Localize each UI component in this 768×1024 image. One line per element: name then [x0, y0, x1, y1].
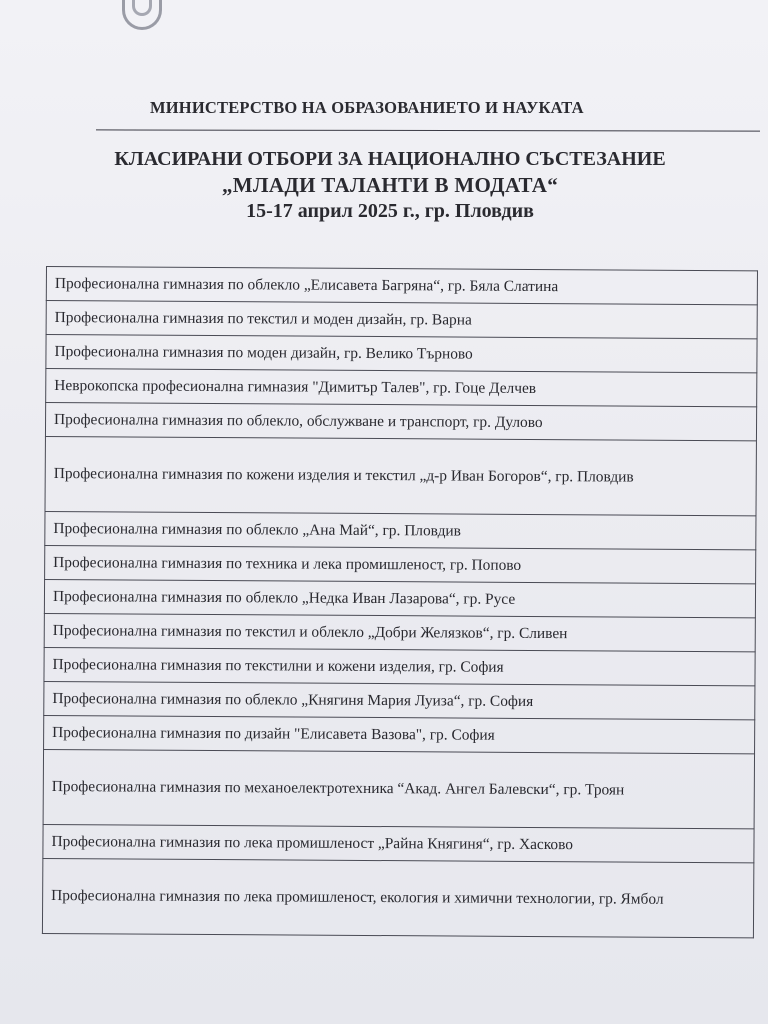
team-cell: Професионална гимназия по облекло, обслужване и транспорт, гр. Дулово	[45, 403, 756, 441]
table-row	[44, 579, 755, 617]
team-cell: Професионална гимназия по облекло „Ана Май“, гр. Пловдив	[45, 511, 756, 549]
team-cell: Професионална гимназия по текстил и облекло „Добри Желязков“, гр. Сливен	[44, 613, 755, 651]
table-row	[44, 715, 755, 753]
table-row	[45, 511, 756, 549]
table-row	[44, 647, 755, 685]
teams-table	[42, 266, 758, 938]
team-cell: Професионална гимназия по лека промишленост, екология и химични технологии, гр. Ямбол	[42, 858, 753, 937]
team-cell: Неврокопска професионална гимназия "Димитър Талев", гр. Гоце Делчев	[46, 369, 757, 407]
ministry-header: МИНИСТЕРСТВО НА ОБРАЗОВАНИЕТО И НАУКАТА	[150, 98, 584, 117]
table-row	[43, 824, 754, 862]
team-cell: Професионална гимназия по лека промишленост „Райна Княгиня“, гр. Хасково	[43, 824, 754, 862]
header-divider	[96, 129, 760, 131]
team-cell: Професионална гимназия по облекло „Недка Иван Лазарова“, гр. Русе	[44, 579, 755, 617]
table-row	[44, 613, 755, 651]
table-row	[45, 436, 756, 515]
title-date-line: 15-17 април 2025 г., гр. Пловдив	[246, 200, 534, 222]
document-title	[60, 146, 720, 224]
table-row	[45, 403, 756, 441]
table-row	[46, 369, 757, 407]
team-cell: Професионална гимназия по текстил и моден дизайн, гр. Варна	[46, 301, 757, 339]
table-row	[45, 545, 756, 583]
table-row	[44, 681, 755, 719]
team-cell: Професионална гимназия по облекло „Княгиня Мария Луиза“, гр. София	[44, 681, 755, 719]
team-cell: Професионална гимназия по дизайн "Елисавета Вазова", гр. София	[44, 715, 755, 753]
title-line-2: „МЛАДИ ТАЛАНТИ В МОДАТА“	[222, 173, 558, 197]
table-row	[42, 858, 753, 937]
team-cell: Професионална гимназия по механоелектротехника “Акад. Ангел Балевски“, гр. Троян	[43, 749, 754, 828]
team-cell: Професионална гимназия по моден дизайн, гр. Велико Търново	[46, 335, 757, 373]
team-cell: Професионална гимназия по техника и лека промишленост, гр. Попово	[45, 545, 756, 583]
team-cell: Професионална гимназия по кожени изделия и текстил „д-р Иван Богоров“, гр. Пловдив	[45, 436, 756, 515]
table-row	[46, 301, 757, 339]
paperclip-icon	[122, 0, 162, 30]
table-row	[46, 335, 757, 373]
table-row	[43, 749, 754, 828]
teams-table-container	[42, 266, 758, 938]
table-row	[46, 267, 757, 305]
team-cell: Професионална гимназия по облекло „Елисавета Багряна“, гр. Бяла Слатина	[46, 267, 757, 305]
title-line-1: КЛАСИРАНИ ОТБОРИ ЗА НАЦИОНАЛНО СЪСТЕЗАНИЕ	[114, 148, 666, 170]
team-cell: Професионална гимназия по текстилни и кожени изделия, гр. София	[44, 647, 755, 685]
